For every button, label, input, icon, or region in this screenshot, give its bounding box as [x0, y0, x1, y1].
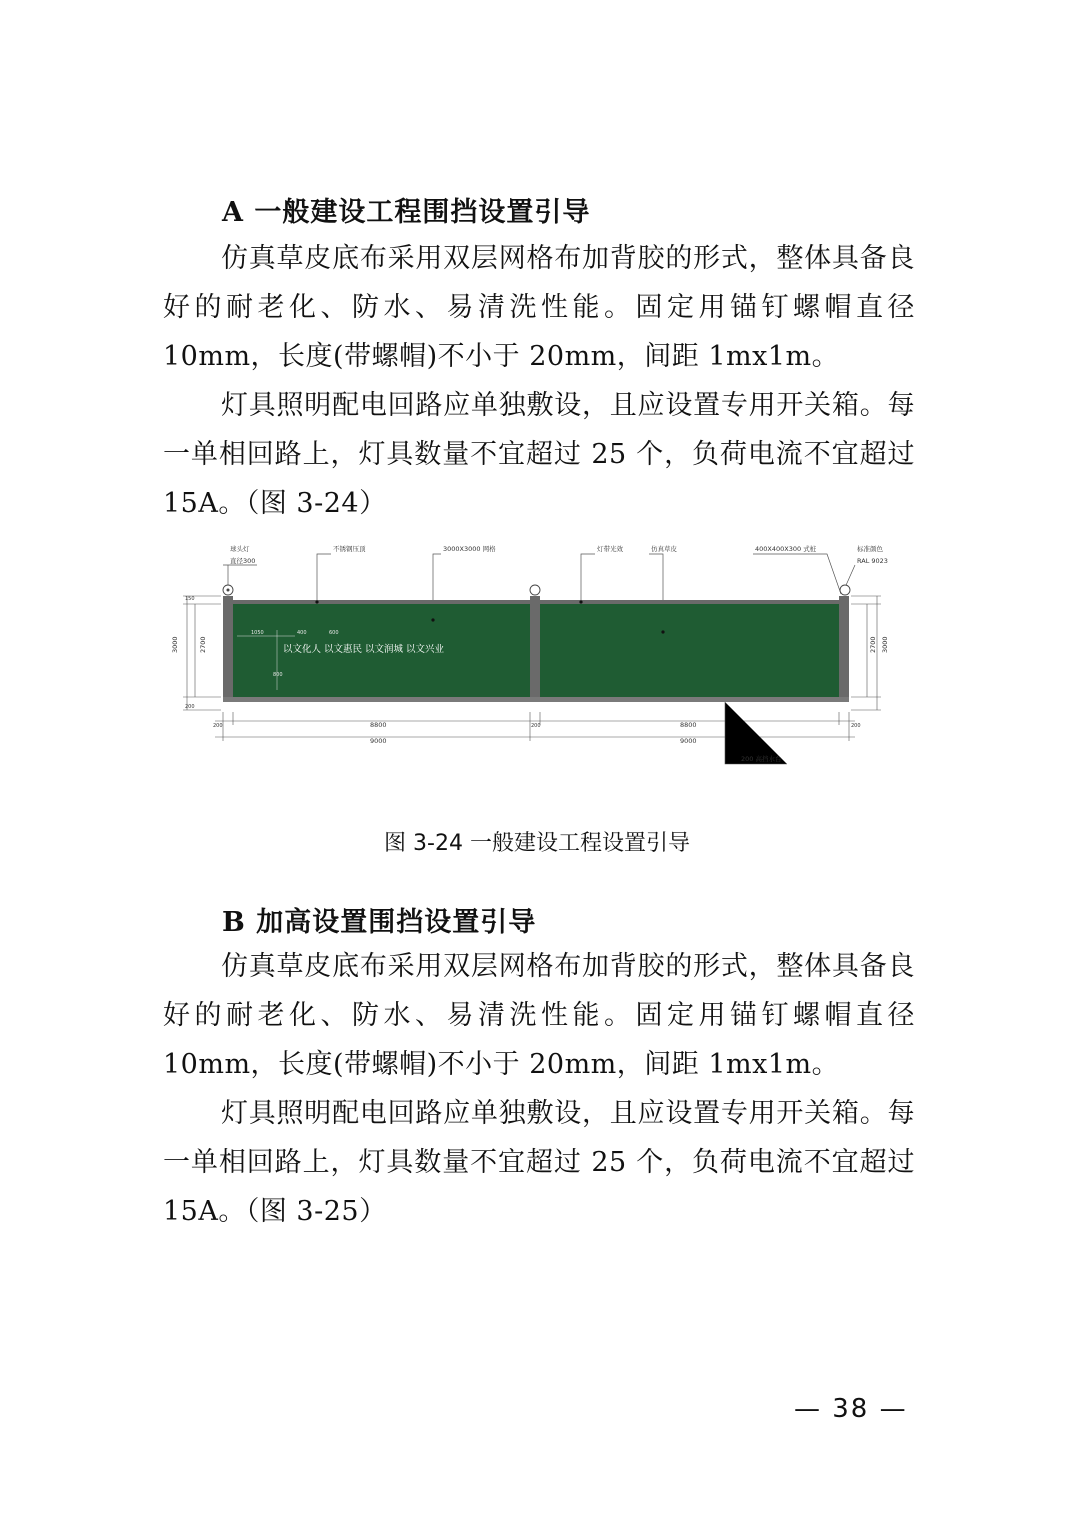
post-left	[223, 596, 233, 700]
label-ral: RAL 9023	[857, 557, 888, 565]
lamp-icon-middle	[530, 585, 540, 595]
label-post: 400X400X300 式桩	[755, 545, 817, 553]
dim-slogan-w2: 400	[297, 630, 307, 636]
label-color: 标准颜色	[857, 545, 883, 553]
section-b-heading: B 加高设置围挡设置引导	[222, 907, 537, 938]
dim-bay-total-left: 9000	[370, 737, 387, 745]
dim-bay-inner-right: 8800	[680, 721, 697, 729]
section-a-paragraph-1: 仿真草皮底布采用双层网格布加背胶的形式，整体具备良好的耐老化、防水、易清洗性能。固定用锚钉螺帽直径10mm，长度(带螺帽)不小于 20mm，间距 1mx1m。	[163, 243, 915, 372]
dim-side-right: 200	[851, 723, 861, 729]
dim-height-total: 3000	[171, 636, 179, 653]
page-number: — 38 —	[794, 1394, 908, 1424]
slogan-text: 以文化人 以文惠民 以文润城 以文兴业	[283, 644, 445, 655]
dim-slogan-h: 800	[273, 672, 283, 678]
dim-bay-total-right: 9000	[680, 737, 697, 745]
label-grass: 仿真草皮	[651, 545, 677, 553]
section-a-heading: A 一般建设工程围挡设置引导	[222, 197, 591, 228]
dim-side-middle: 200	[531, 723, 541, 729]
post-middle	[530, 596, 540, 700]
dim-height-total-right: 3000	[881, 636, 889, 653]
hoarding-elevation-figure	[165, 540, 905, 770]
label-lamp: 球头灯	[230, 545, 250, 553]
dim-top: 150	[185, 596, 195, 602]
hoarding-elevation-drawing	[165, 540, 905, 770]
label-light-strip: 灯带光效	[597, 545, 623, 553]
dim-bottom: 200	[185, 704, 195, 710]
dim-slogan-w3: 600	[329, 630, 339, 636]
section-b-paragraph-1: 仿真草皮底布采用双层网格布加背胶的形式，整体具备良好的耐老化、防水、易清洗性能。固定用锚钉螺帽直径10mm，长度(带螺帽)不小于 20mm，间距 1mx1m。	[163, 951, 915, 1080]
label-lamp-diameter: 直径300	[230, 557, 256, 565]
lamp-icon-right	[840, 585, 850, 595]
dim-height-panel: 2700	[199, 636, 207, 653]
dim-slogan-w1: 1050	[251, 630, 264, 636]
water-base	[223, 697, 849, 702]
dim-height-panel-right: 2700	[869, 636, 877, 653]
dim-bay-inner-left: 8800	[370, 721, 387, 729]
section-b-paragraph-2: 灯具照明配电回路应单独敷设，且应设置专用开关箱。每一单相回路上，灯具数量不宜超过 25 个，负荷电流不宜超过 15A。（图 3-25）	[163, 1098, 915, 1227]
dim-side-left: 200	[213, 723, 223, 729]
section-a-paragraph-2: 灯具照明配电回路应单独敷设，且应设置专用开关箱。每一单相回路上，灯具数量不宜超过 25 个，负荷电流不宜超过 15A。（图 3-24）	[163, 390, 915, 519]
label-frame: 不锈钢压顶	[333, 545, 366, 553]
figure-caption: 图 3-24 一般建设工程设置引导	[384, 831, 690, 856]
label-water-base: 200 高挡水台	[741, 755, 782, 763]
label-mesh: 3000X3000 网格	[443, 545, 496, 553]
post-right	[839, 596, 849, 700]
grass-panel-right	[540, 604, 839, 697]
